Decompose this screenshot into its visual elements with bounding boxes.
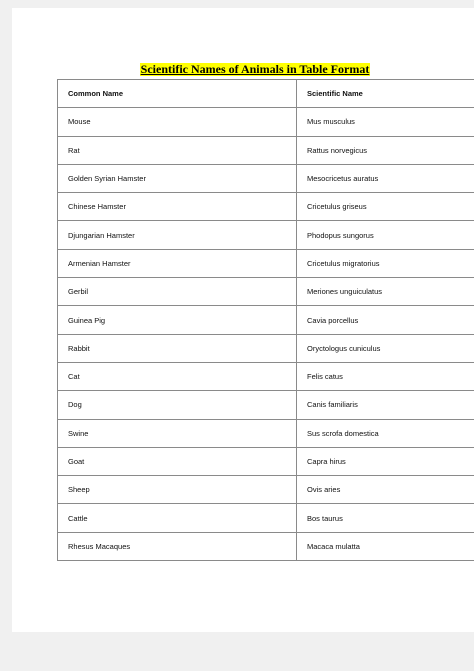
scientific-name-cell: Phodopus sungorus — [297, 221, 474, 249]
scientific-name-cell: Felis catus — [297, 362, 474, 390]
common-name-cell: Rabbit — [58, 334, 297, 362]
table-row — [58, 504, 474, 532]
common-name-cell: Gerbil — [58, 278, 297, 306]
document-title: Scientific Names of Animals in Table Format — [140, 62, 370, 76]
common-name-cell: Guinea Pig — [58, 306, 297, 334]
header-scientific-name: Scientific Name — [297, 80, 474, 108]
animal-names-table — [57, 79, 474, 561]
document-page — [12, 8, 474, 632]
table-row — [58, 419, 474, 447]
scientific-name-cell: Oryctologus cuniculus — [297, 334, 474, 362]
common-name-cell: Dog — [58, 391, 297, 419]
common-name-cell: Chinese Hamster — [58, 193, 297, 221]
common-name-cell: Rhesus Macaques — [58, 532, 297, 560]
table-row — [58, 334, 474, 362]
common-name-cell: Cattle — [58, 504, 297, 532]
scientific-name-cell: Meriones unguiculatus — [297, 278, 474, 306]
scientific-name-cell: Mesocricetus auratus — [297, 164, 474, 192]
scientific-name-cell: Mus musculus — [297, 108, 474, 136]
scientific-name-cell: Cavia porcellus — [297, 306, 474, 334]
table-row — [58, 221, 474, 249]
common-name-cell: Mouse — [58, 108, 297, 136]
table-row — [58, 306, 474, 334]
table-row — [58, 476, 474, 504]
table-row — [58, 391, 474, 419]
table-header-row — [58, 80, 474, 108]
common-name-cell: Djungarian Hamster — [58, 221, 297, 249]
common-name-cell: Armenian Hamster — [58, 249, 297, 277]
common-name-cell: Rat — [58, 136, 297, 164]
table-row — [58, 278, 474, 306]
table-row — [58, 136, 474, 164]
scientific-name-cell: Canis familiaris — [297, 391, 474, 419]
scientific-name-cell: Cricetulus migratorius — [297, 249, 474, 277]
scientific-name-cell: Ovis aries — [297, 476, 474, 504]
table-body — [58, 108, 474, 561]
common-name-cell: Golden Syrian Hamster — [58, 164, 297, 192]
scientific-name-cell: Cricetulus griseus — [297, 193, 474, 221]
scientific-name-cell: Bos taurus — [297, 504, 474, 532]
table-row — [58, 164, 474, 192]
header-common-name: Common Name — [58, 80, 297, 108]
common-name-cell: Goat — [58, 447, 297, 475]
table-row — [58, 447, 474, 475]
common-name-cell: Sheep — [58, 476, 297, 504]
common-name-cell: Swine — [58, 419, 297, 447]
table-row — [58, 532, 474, 560]
table-row — [58, 362, 474, 390]
scientific-name-cell: Sus scrofa domestica — [297, 419, 474, 447]
scientific-name-cell: Capra hirus — [297, 447, 474, 475]
table-row — [58, 108, 474, 136]
table-row — [58, 249, 474, 277]
title-container — [12, 60, 474, 78]
scientific-name-cell: Rattus norvegicus — [297, 136, 474, 164]
common-name-cell: Cat — [58, 362, 297, 390]
scientific-name-cell: Macaca mulatta — [297, 532, 474, 560]
table-row — [58, 193, 474, 221]
